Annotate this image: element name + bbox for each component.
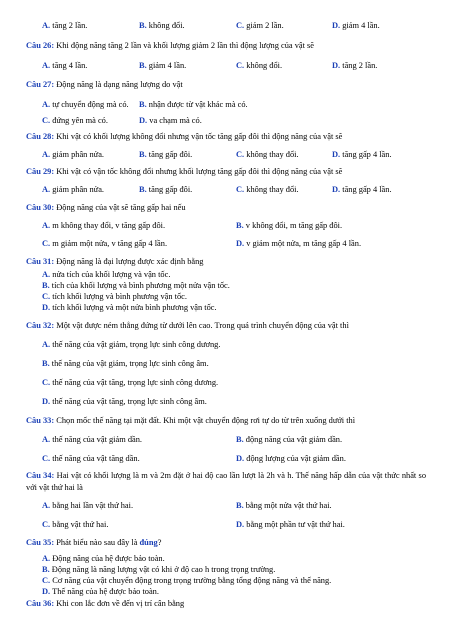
options-row: [0, 396, 450, 408]
options-row: [0, 238, 450, 250]
option-c: C. bằng vật thứ hai.: [42, 520, 109, 529]
option-letter: B.: [236, 501, 244, 510]
option-letter: D.: [42, 587, 51, 596]
option-letter: A.: [42, 21, 51, 30]
option-letter: B.: [42, 281, 50, 290]
question-number: Câu 29:: [26, 167, 55, 176]
option-c: C. m giảm một nửa, v tăng gấp 4 lần.: [42, 239, 168, 248]
option-b: B. thế năng của vật giảm, trọng lực sinh công âm.: [42, 359, 209, 368]
option-letter: D.: [139, 116, 148, 125]
question-34: [26, 470, 426, 494]
option-letter: D.: [42, 397, 51, 406]
options-row: [0, 587, 450, 597]
option-letter: A.: [42, 340, 51, 349]
options-row: [0, 115, 450, 127]
options-row: [0, 149, 450, 161]
question-text: Khi con lắc đơn về đến vị trí cân bằng: [56, 599, 185, 608]
options-row: [0, 184, 450, 196]
option-a: A. tăng 2 lần.: [42, 21, 88, 30]
option-b: B. không đổi.: [139, 21, 185, 30]
option-b: B. tích của khối lượng và bình phương một nửa vận tốc.: [42, 281, 230, 290]
option-letter: C.: [236, 185, 245, 194]
question-number: Câu 36:: [26, 599, 55, 608]
option-letter: D.: [332, 61, 341, 70]
option-b: B. Động năng là năng lượng vật có khi ở độ cao h trong trọng trường.: [42, 565, 276, 574]
question-text: Động năng của vật sẽ tăng gấp hai nếu: [56, 203, 186, 212]
option-b: B. giảm 4 lần.: [139, 61, 187, 70]
option-letter: C.: [42, 116, 51, 125]
option-b: B. động năng của vật giảm dần.: [236, 435, 343, 444]
question-text: Chọn mốc thế năng tại mặt đất. Khi một vật chuyển động rơi tự do từ trên xuống dưới thì: [56, 416, 356, 425]
question-tail: ?: [157, 538, 162, 547]
option-letter: D.: [42, 303, 51, 312]
option-a: A. giảm phân nửa.: [42, 150, 105, 159]
option-letter: C.: [42, 454, 51, 463]
option-letter: A.: [42, 185, 51, 194]
options-row: [0, 220, 450, 232]
question-text: Khi động năng tăng 2 lần và khối lượng giảm 2 lần thì động lượng của vật sẽ: [56, 41, 314, 50]
options-row: [0, 292, 450, 302]
options-row: [0, 270, 450, 280]
option-letter: A.: [42, 270, 51, 279]
options-row: [0, 339, 450, 351]
option-letter: A.: [42, 221, 51, 230]
option-letter: C.: [42, 292, 51, 301]
option-d: D. bằng một phần tư vật thứ hai.: [236, 520, 345, 529]
option-letter: B.: [42, 565, 50, 574]
option-letter: C.: [42, 576, 51, 585]
option-letter: A.: [42, 554, 51, 563]
options-row: [0, 377, 450, 389]
option-c: C. giảm 2 lần.: [236, 21, 284, 30]
option-letter: C.: [42, 378, 51, 387]
option-d: D. động lượng của vật giảm dần.: [236, 454, 346, 463]
option-letter: D.: [332, 185, 341, 194]
option-letter: D.: [236, 454, 245, 463]
option-d: D. tích khối lượng và một nửa bình phương vận tốc.: [42, 303, 217, 312]
option-d: D. tăng gấp 4 lần.: [332, 150, 392, 159]
question-27: [0, 79, 450, 91]
options-row: [0, 20, 450, 32]
option-letter: B.: [139, 150, 147, 159]
option-letter: C.: [42, 239, 51, 248]
question-number: Câu 27:: [26, 80, 55, 89]
option-letter: A.: [42, 501, 51, 510]
question-number: Câu 26:: [26, 41, 55, 50]
option-letter: D.: [332, 21, 341, 30]
options-row: [0, 500, 450, 512]
option-b: B. tăng gấp đôi.: [139, 150, 193, 159]
question-number: Câu 32:: [26, 321, 55, 330]
options-row: [0, 99, 450, 111]
option-d: D. thế năng của vật tăng, trọng lực sinh công âm.: [42, 397, 207, 406]
option-c: C. thế năng của vật tăng dần.: [42, 454, 140, 463]
option-letter: B.: [139, 21, 147, 30]
option-c: C. tích khối lượng và bình phương vận tốc.: [42, 292, 187, 301]
option-c: C. đứng yên mà có.: [42, 116, 108, 125]
option-d: D. Thế năng của hệ được bảo toàn.: [42, 587, 159, 596]
option-d: D. giảm 4 lần.: [332, 21, 380, 30]
options-row: [0, 60, 450, 72]
question-35: [0, 537, 450, 549]
option-letter: A.: [42, 150, 51, 159]
option-letter: A.: [42, 61, 51, 70]
question-30: [0, 202, 450, 214]
option-a: A. bằng hai lần vật thứ hai.: [42, 501, 134, 510]
option-letter: B.: [139, 100, 147, 109]
options-row: [0, 519, 450, 531]
option-d: D. tăng 2 lần.: [332, 61, 378, 70]
option-a: A. tự chuyển động mà có.: [42, 100, 129, 109]
option-letter: B.: [139, 185, 147, 194]
question-number: Câu 33:: [26, 416, 55, 425]
question-text: Khi vật có khối lượng không đổi nhưng vận tốc tăng gấp đôi thì động năng của vật sẽ: [56, 132, 343, 141]
option-a: A. nửa tích của khối lượng và vận tốc.: [42, 270, 171, 279]
option-letter: C.: [236, 61, 245, 70]
options-row: [0, 565, 450, 575]
option-letter: C.: [236, 21, 245, 30]
question-number: Câu 30:: [26, 203, 55, 212]
option-d: D. tăng gấp 4 lần.: [332, 185, 392, 194]
option-b: B. nhận được từ vật khác mà có.: [139, 100, 248, 109]
option-letter: B.: [236, 435, 244, 444]
options-row: [0, 281, 450, 291]
option-letter: D.: [332, 150, 341, 159]
option-letter: D.: [236, 239, 245, 248]
question-36: [0, 598, 450, 610]
option-letter: A.: [42, 100, 51, 109]
option-a: A. thế năng của vật giảm, trọng lực sinh công dương.: [42, 340, 221, 349]
question-number: Câu 31:: [26, 257, 55, 266]
question-26: [0, 40, 450, 52]
options-row: [0, 303, 450, 313]
options-row: [0, 554, 450, 564]
option-c: C. không thay đổi.: [236, 185, 299, 194]
options-row: [0, 453, 450, 465]
option-c: C. Cơ năng của vật chuyển động trong trọng trường bằng tổng động năng và thế năng.: [42, 576, 332, 585]
question-31: [0, 256, 450, 268]
option-letter: B.: [42, 359, 50, 368]
option-a: A. tăng 4 lần.: [42, 61, 88, 70]
option-d: D. v giảm một nửa, m tăng gấp 4 lần.: [236, 239, 362, 248]
options-row: [0, 576, 450, 586]
option-letter: B.: [139, 61, 147, 70]
question-text: Động năng là đại lượng được xác định bằng: [56, 257, 204, 266]
option-letter: C.: [236, 150, 245, 159]
question-text: Một vật được ném thẳng đứng từ dưới lên cao. Trong quá trình chuyển động của vật thì: [56, 321, 349, 330]
option-b: B. bằng một nửa vật thứ hai.: [236, 501, 332, 510]
question-number: Câu 28:: [26, 132, 55, 141]
option-a: A. thế năng của vật giảm dần.: [42, 435, 143, 444]
emphasis-word: đúng: [139, 538, 158, 547]
option-letter: A.: [42, 435, 51, 444]
option-c: C. thế năng của vật tăng, trọng lực sinh công dương.: [42, 378, 219, 387]
question-33: [0, 415, 450, 427]
question-text: Khi vật có vận tốc không đổi nhưng khối lượng tăng gấp đôi thì động năng của vật sẽ: [56, 167, 343, 176]
option-a: A. Động năng của hệ được bảo toàn.: [42, 554, 165, 563]
option-c: C. không thay đổi.: [236, 150, 299, 159]
option-letter: B.: [236, 221, 244, 230]
options-row: [0, 434, 450, 446]
question-number: Câu 34:: [26, 471, 55, 480]
question-29: [0, 166, 450, 178]
question-text: Phát biểu nào sau đây là: [56, 538, 138, 547]
question-number: Câu 35:: [26, 538, 55, 547]
option-a: A. m không thay đổi, v tăng gấp đôi.: [42, 221, 166, 230]
option-a: A. giảm phân nửa.: [42, 185, 105, 194]
option-letter: D.: [236, 520, 245, 529]
question-text: Động năng là dạng năng lượng do vật: [56, 80, 183, 89]
question-28: [0, 131, 450, 143]
option-d: D. va chạm mà có.: [139, 116, 202, 125]
option-b: B. v không đổi, m tăng gấp đôi.: [236, 221, 343, 230]
option-c: C. không đổi.: [236, 61, 283, 70]
question-text: Hai vật có khối lượng là m và 2m đặt ở hai độ cao lần lượt là 2h và h. Thế năng hấp dẫn của vật thức nhất so với vật thứ hai là: [26, 471, 427, 492]
option-letter: C.: [42, 520, 51, 529]
question-32: [0, 320, 450, 332]
option-b: B. tăng gấp đôi.: [139, 185, 193, 194]
options-row: [0, 358, 450, 370]
